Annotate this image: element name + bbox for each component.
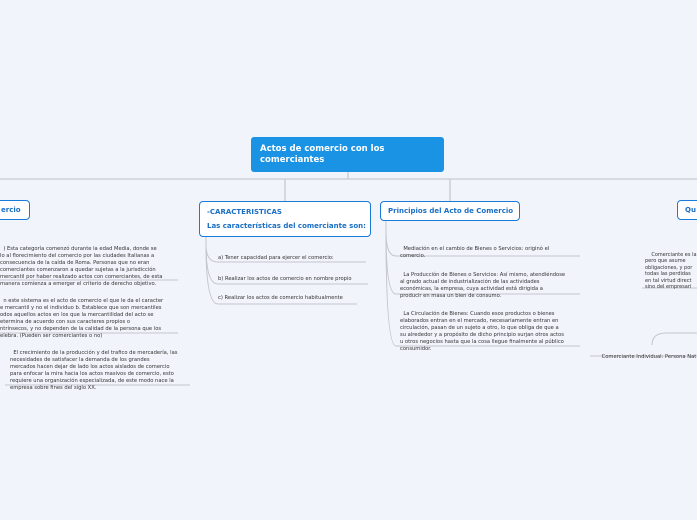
left-item-1: ) Esta categoría comenzó durante la edad Media, donde se lo al florecimiento del comercio por las ciudades Italianas a consecuencia de la caída de Roma. Personas que no eran comerciantes comenzaron a quedar sujetas a la jurisdicción mercantil por haber realizado actos con comerciantes, de esta manera comienza a emerger el criterio de derecho objetivo. bbox=[0, 246, 163, 287]
topic-right-title: Qu bbox=[685, 206, 696, 214]
car-item-b[interactable]: b) Realizar los actos de comercio en nombre propio bbox=[218, 276, 352, 282]
right-item-1: Comerciante es la pero que asume obligaciones, y por todas las perdidas en tal virtud direct sino del empresari bbox=[645, 251, 697, 290]
principios-title: Principios del Acto de Comercio bbox=[388, 207, 514, 215]
topic-right[interactable] bbox=[677, 200, 697, 220]
left-item-2: n este sistema es el acto de comercio el que le da el caracter e mercantil y no el individuo b. Establece que son mercantiles odos aquellos actos en los que la mercantilidad del acto se etermina de acuerdo con sus caracteres propios o ntrínsecos, y no dependen de la calidad de la persona que los elebra. (Pueden ser comerciantes o no) bbox=[0, 298, 164, 339]
caracteristicas-subtitle: Las características del comerciante son: bbox=[207, 222, 366, 230]
pri-item-1[interactable]: Mediación en el cambio de Bienes o Servicios: originó el comercio. bbox=[400, 246, 550, 259]
pri-item-3[interactable]: La Circulación de Bienes: Cuando esos productos o bienes elaborados entran en el mercado, necesariamente entran en circulación, pasan de un sujeto a otro, lo que obliga de que a su alrededor y a propósito de dicho principio surjan otros actos u otros negocios hasta que la cosa llegue finalmente al público consumidor. bbox=[400, 311, 564, 352]
car-item-c[interactable]: c) Realizar los actos de comercio habitualmente bbox=[218, 295, 343, 301]
car-item-a[interactable]: a) Tener capacidad para ejercer el comercio: bbox=[218, 255, 334, 261]
left-item-3: El crecimiento de la producción y del trafico de mercadería, las necesidades de satisfacer la demanda de los grandes mercados hacen dejar de lado los actos aislados de comercio para enfocar la mira hacia los actos masivos de comercio, esto requiere una organización especializada, de este modo nace la empresa sobre fines del siglo XX. bbox=[10, 350, 178, 391]
pri-item-2[interactable]: La Producción de Bienes o Servicios: Así mismo, atendiéndose al grado actual de industrialización de las actividades económicas, la empresa, cuya actividad está dirigida a producir en masa un bien de consumo. bbox=[400, 272, 566, 299]
caracteristicas-title: -CARACTERISTICAS bbox=[207, 208, 282, 216]
topic-left-title: ercio bbox=[1, 206, 21, 214]
root-title: Actos de comercio con los comerciantes bbox=[260, 144, 385, 165]
right-item-2: Comerciante Individual: Persona Nat bbox=[601, 354, 697, 360]
